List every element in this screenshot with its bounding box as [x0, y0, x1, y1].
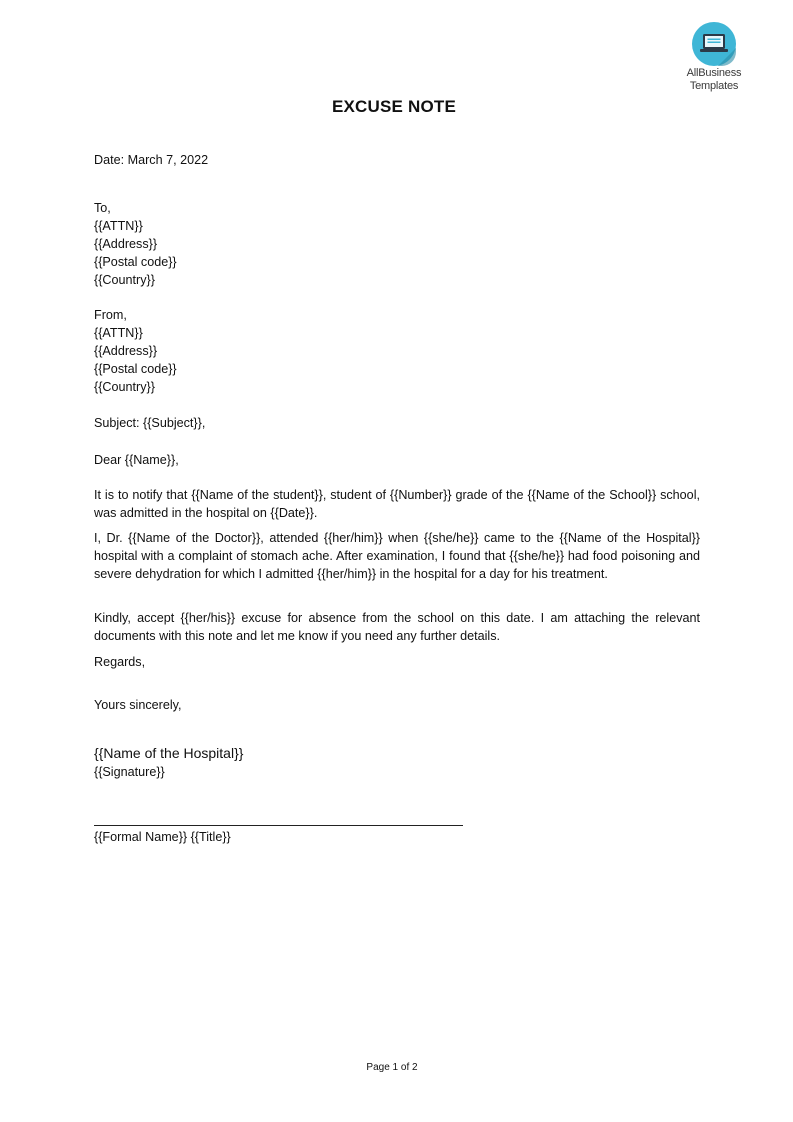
- logo-text-line2: Templates: [689, 80, 739, 92]
- salutation: Dear {{Name}},: [94, 453, 179, 467]
- to-postal-code: {{Postal code}}: [94, 255, 177, 269]
- formal-name-title: {{Formal Name}} {{Title}}: [94, 830, 231, 844]
- brand-logo[interactable]: [676, 22, 752, 92]
- from-address: {{Address}}: [94, 344, 158, 358]
- from-country: {{Country}}: [94, 380, 155, 394]
- laptop-icon: [692, 22, 736, 66]
- body-paragraph: Kindly, accept {{her/his}} excuse for absence from the school on this date. I am attaching the relevant documents with this note and let me know if you need any further details.: [94, 611, 700, 643]
- hospital-name: {{Name of the Hospital}}: [94, 745, 244, 761]
- to-attn: {{ATTN}}: [94, 219, 143, 233]
- body-paragraph: It is to notify that {{Name of the student}}, student of {{Number}} grade of the {{Name of the School}} school, was admitted in the hospital on {{Date}}.: [94, 488, 700, 520]
- to-country: {{Country}}: [94, 273, 155, 287]
- to-address: {{Address}}: [94, 237, 158, 251]
- body-paragraph: I, Dr. {{Name of the Doctor}}, attended {{her/him}} when {{she/he}} came to the {{Name of the Hospital}} hospital with a complaint of stomach ache. After examination, I found that {{she/he}} had food poisoning and severe dehydration for which I admitted {{her/him}} in the hospital for a day for his treatment.: [94, 531, 700, 581]
- from-attn: {{ATTN}}: [94, 326, 143, 340]
- page-title: EXCUSE NOTE: [331, 97, 457, 116]
- subject-line: Subject: {{Subject}},: [94, 416, 206, 430]
- from-label: From,: [94, 308, 127, 322]
- to-label: To,: [94, 201, 111, 215]
- signature-line: [94, 825, 463, 826]
- logo-text-line1: AllBusiness: [686, 67, 742, 79]
- from-postal-code: {{Postal code}}: [94, 362, 177, 376]
- closing-line: Yours sincerely,: [94, 698, 182, 712]
- date-line: Date: March 7, 2022: [94, 153, 209, 167]
- signature-placeholder: {{Signature}}: [94, 765, 165, 779]
- page-number: Page 1 of 2: [366, 1062, 418, 1073]
- regards-line: Regards,: [94, 655, 146, 669]
